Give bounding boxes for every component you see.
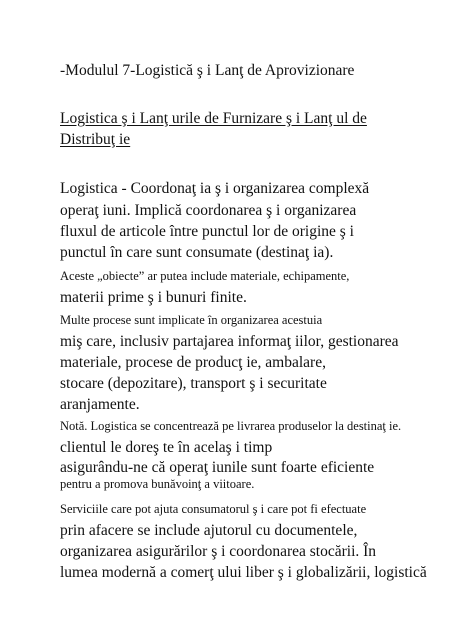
paragraph-3-line-4: aranjamente. bbox=[60, 396, 140, 413]
paragraph-2-big: materii prime ş i bunuri finite. bbox=[60, 289, 247, 306]
paragraph-5-small: Serviciile care pot ajuta consumatorul ş i care pot fi efectuate bbox=[60, 502, 367, 516]
paragraph-4-line-2: asigurându-ne că operaţ iunile sunt foarte eficiente bbox=[60, 459, 375, 476]
paragraph-3-line-2: materiale, procese de producţ ie, ambalare, bbox=[60, 354, 326, 371]
paragraph-5-line-2: organizarea asigurărilor ş i coordonarea stocării. În bbox=[60, 543, 377, 560]
paragraph-1-line-2: operaţ iuni. Implică coordonarea ş i organizarea bbox=[60, 202, 357, 219]
paragraph-1-line-1: Logistica - Coordonaţ ia ş i organizarea complexă bbox=[60, 180, 370, 197]
paragraph-5-line-3: lumea modernă a comerţ ului liber ş i globalizării, logistică bbox=[60, 564, 427, 581]
paragraph-4-note: Notă. Logistica se concentrează pe livrarea produselor la destinaţ ie. bbox=[60, 419, 402, 433]
module-title: -Modulul 7-Logistică ş i Lanţ de Aprovizionare bbox=[60, 62, 355, 79]
paragraph-1-line-3: fluxul de articole între punctul lor de origine ş i bbox=[60, 223, 354, 240]
paragraph-4-tail: pentru a promova bunăvoinţ a viitoare. bbox=[60, 477, 255, 491]
paragraph-3-small: Multe procese sunt implicate în organizarea acestuia bbox=[60, 313, 323, 327]
paragraph-3-line-1: miş care, inclusiv partajarea informaţ iilor, gestionarea bbox=[60, 333, 399, 350]
paragraph-4-line-1: clientul le doreş te în acelaş i timp bbox=[60, 439, 273, 456]
section-heading-line-2: Distribuţ ie bbox=[60, 131, 131, 148]
paragraph-5-line-1: prin afacere se include ajutorul cu documentele, bbox=[60, 522, 358, 539]
paragraph-2-small: Aceste „obiecte” ar putea include materiale, echipamente, bbox=[60, 269, 350, 283]
paragraph-1-line-4: punctul în care sunt consumate (destinaţ ia). bbox=[60, 244, 334, 261]
section-heading-line-1: Logistica ş i Lanţ urile de Furnizare ş i Lanţ ul de bbox=[60, 110, 367, 127]
paragraph-3-line-3: stocare (depozitare), transport ş i securitate bbox=[60, 375, 327, 392]
